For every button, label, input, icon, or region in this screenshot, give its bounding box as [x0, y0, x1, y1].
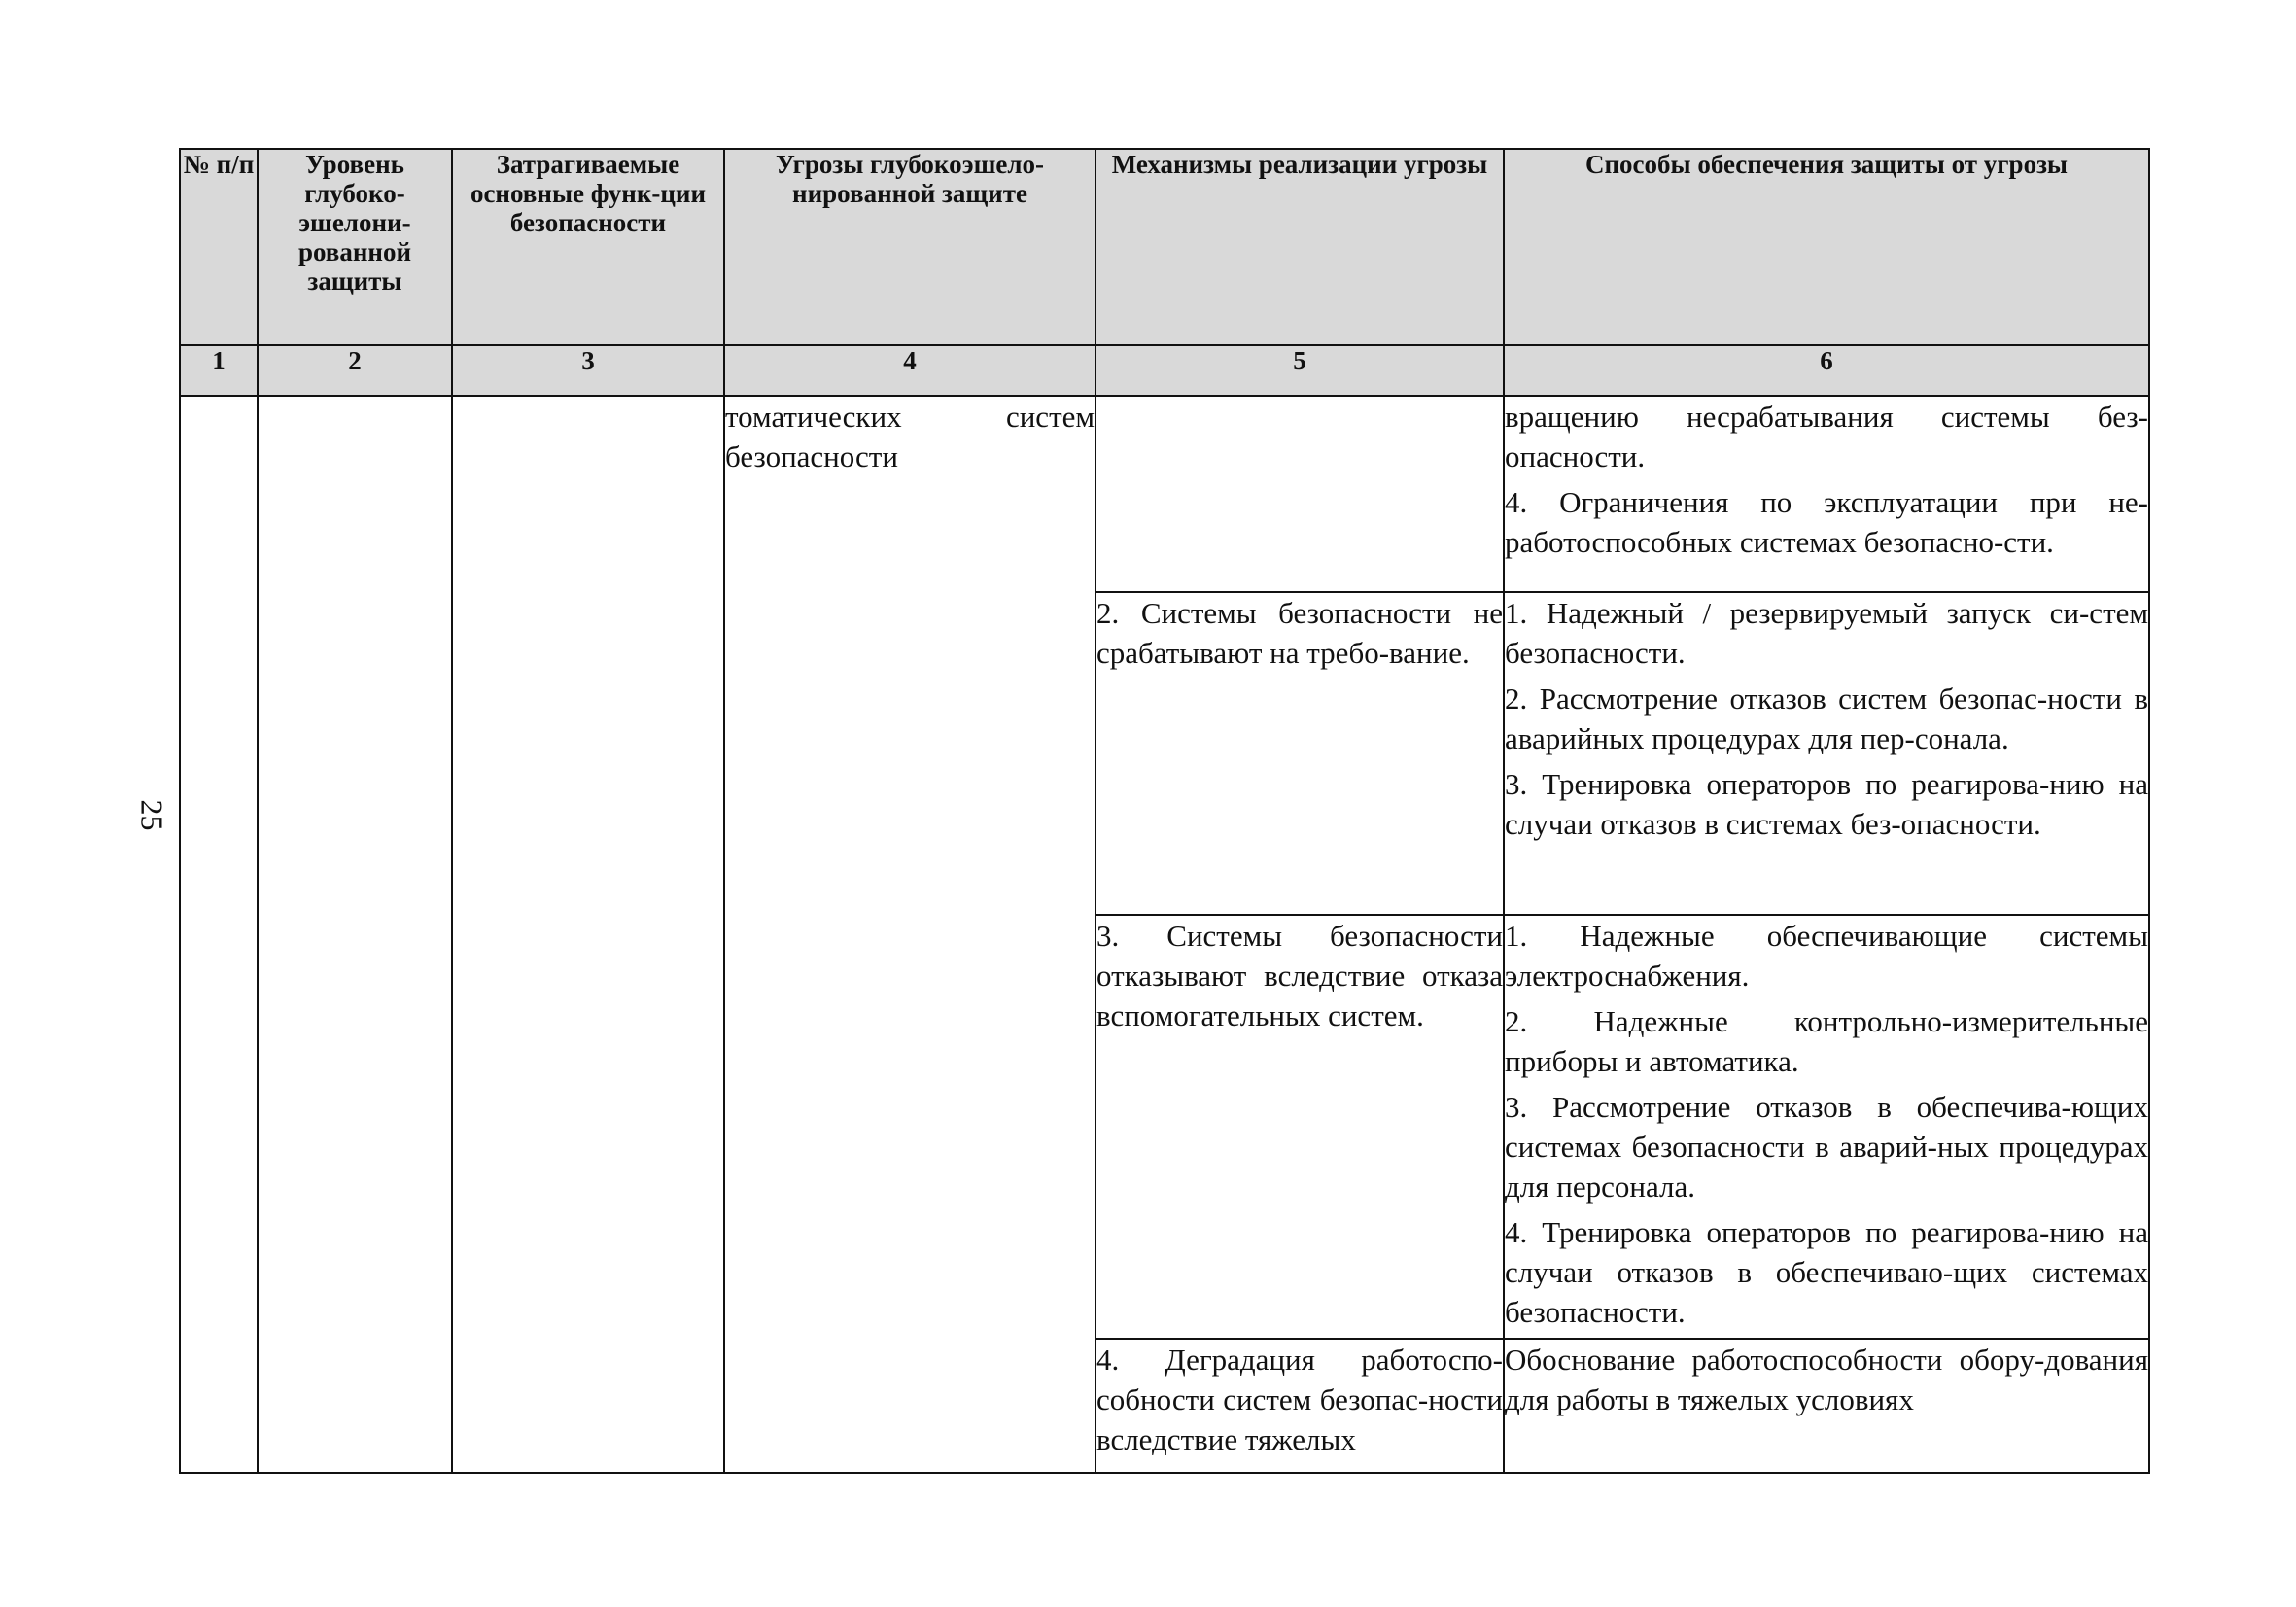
column-number: 2: [258, 345, 452, 396]
cell-number: [180, 396, 258, 1473]
method-item: 4. Ограничения по эксплуатации при не-работоспособных системах безопасно-сти.: [1505, 485, 2148, 559]
cell-threat: [724, 396, 1096, 1473]
mechanism-text: 3. Системы безопасности отказывают вследствие отказа вспомогательных систем.: [1096, 919, 1503, 1032]
column-number: 3: [452, 345, 724, 396]
column-number-row: [180, 345, 2149, 396]
cell-methods: [1504, 915, 2149, 1339]
mechanism-text: 2. Системы безопасности не срабатывают на требо-вание.: [1096, 596, 1503, 670]
cell-level: [258, 396, 452, 1473]
header-col-number: № п/п: [180, 149, 258, 345]
cell-mechanism: [1096, 1339, 1504, 1473]
cell-methods: [1504, 396, 2149, 592]
page-number: 25: [134, 799, 170, 831]
method-item: 3. Тренировка операторов по реагирова-нию на случаи отказов в системах без-опасности.: [1505, 767, 2148, 841]
cell-mechanism: [1096, 396, 1504, 592]
cell-mechanism: [1096, 592, 1504, 915]
method-item: 2. Рассмотрение отказов систем безопас-ности в аварийных процедурах для пер-сонала.: [1505, 681, 2148, 755]
column-number: 4: [724, 345, 1096, 396]
method-item: 2. Надежные контрольно-измерительные приборы и автоматика.: [1505, 1004, 2148, 1078]
threats-table: [179, 148, 2150, 1474]
cell-mechanism: [1096, 915, 1504, 1339]
method-item: 4. Тренировка операторов по реагирова-нию на случаи отказов в обеспечиваю-щих системах безопасности.: [1505, 1215, 2148, 1329]
header-col-mechanisms: Механизмы реализации угрозы: [1096, 149, 1504, 345]
method-item: вращению несрабатывания системы без-опасности.: [1505, 400, 2148, 473]
method-item: 1. Надежный / резервируемый запуск си-стем безопасности.: [1505, 596, 2148, 670]
mechanism-text: 4. Деградация работоспо-собности систем безопас-ности вследствие тяжелых: [1096, 1343, 1503, 1456]
method-item: 3. Рассмотрение отказов в обеспечива-ющих системах безопасности в аварий-ных процедурах для персонала.: [1505, 1090, 2148, 1204]
cell-functions: [452, 396, 724, 1473]
method-item: 1. Надежные обеспечивающие системы электроснабжения.: [1505, 919, 2148, 993]
table-header-row: [180, 149, 2149, 345]
column-number: 1: [180, 345, 258, 396]
table-row: [180, 396, 2149, 592]
cell-methods: [1504, 592, 2149, 915]
method-item: Обоснование работоспособности обору-дования для работы в тяжелых условиях: [1505, 1343, 2148, 1416]
cell-methods: [1504, 1339, 2149, 1473]
header-col-level: Уровень глубоко-эшелони-рованной защиты: [258, 149, 452, 345]
threat-text: томатических систем безопасности: [725, 400, 1095, 473]
header-col-threats: Угрозы глубокоэшело-нированной защите: [724, 149, 1096, 345]
header-col-functions: Затрагиваемые основные функ-ции безопасности: [452, 149, 724, 345]
column-number: 5: [1096, 345, 1504, 396]
header-col-methods: Способы обеспечения защиты от угрозы: [1504, 149, 2149, 345]
column-number: 6: [1504, 345, 2149, 396]
